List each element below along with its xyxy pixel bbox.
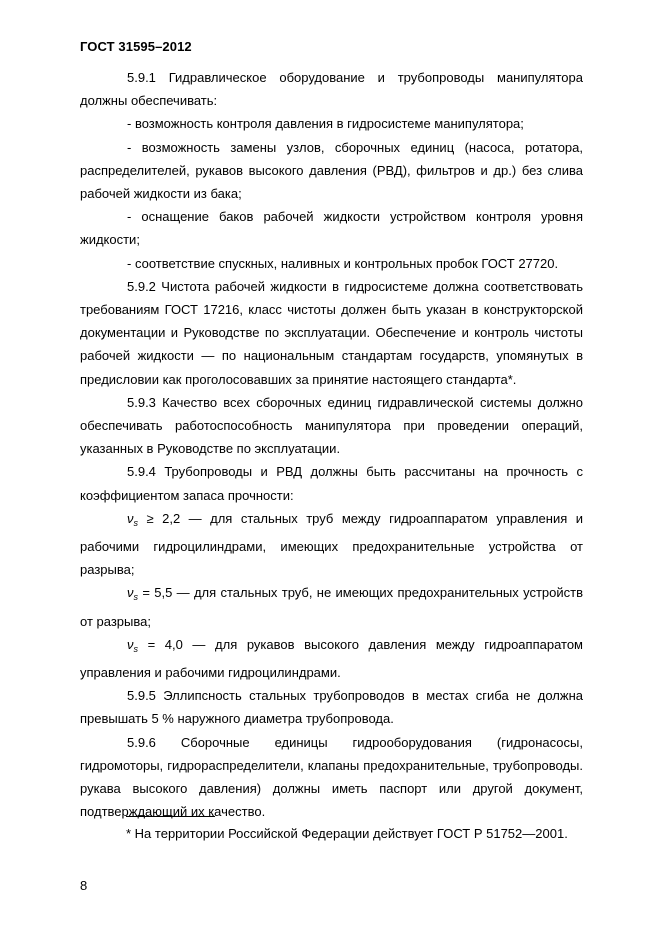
safety-factor-text: = 5,5 — для стальных труб, не имеющих предохранительных устройств от разрыва;: [80, 585, 583, 629]
list-item-level-control: - оснащение баков рабочей жидкости устройством контроля уровня жидкости;: [80, 209, 583, 248]
paragraph-5-9-2: 5.9.2 Чистота рабочей жидкости в гидросистеме должна соответствовать требованиям ГОСТ 17216, класс чистоты должен быть указан в конструкторской документации и Руководстве по эксплуатации. Обеспечение и контроль чистоты рабочей жидкости — по национальным стандартам государств, упомянутых в предисловии как проголосовавших за принятие настоящего стандарта*.: [80, 278, 583, 387]
paragraph-5-9-4: 5.9.4 Трубопроводы и РВД должны быть рассчитаны на прочность с коэффициентом запаса прочности:: [80, 464, 583, 503]
safety-factor-symbol: ν: [127, 510, 134, 526]
document-body: [80, 66, 583, 824]
footnote-separator: [126, 816, 215, 817]
safety-factor-text: = 4,0 — для рукавов высокого давления между гидроаппаратом управления и рабочими гидроцилиндрами.: [80, 636, 583, 681]
paragraph-5-9-1: 5.9.1 Гидравлическое оборудование и трубопроводы манипулятора должны обеспечивать:: [80, 70, 583, 109]
safety-factor-steel-protected: [80, 507, 583, 582]
safety-factor-text: ≥ 2,2 — для стальных труб между гидроаппаратом управления и рабочими гидроцилиндрами, имеющих предохранительные устройства от разрыва;: [80, 510, 583, 578]
safety-factor-subscript: s: [133, 517, 138, 528]
list-item-pressure-control: - возможность контроля давления в гидросистеме манипулятора;: [127, 116, 524, 132]
safety-factor-hoses: [80, 633, 583, 684]
safety-factor-symbol: ν: [127, 636, 134, 652]
safety-factor-subscript: s: [133, 643, 138, 654]
document-header: ГОСТ 31595–2012: [80, 39, 192, 54]
footnote: * На территории Российской Федерации действует ГОСТ Р 51752—2001.: [126, 826, 568, 841]
list-item-plugs: - соответствие спускных, наливных и контрольных пробок ГОСТ 27720.: [127, 255, 559, 271]
safety-factor-subscript: s: [133, 592, 138, 603]
paragraph-5-9-5: 5.9.5 Эллипсность стальных трубопроводов в местах сгиба не должна превышать 5 % наружного диаметра трубопровода.: [80, 688, 583, 727]
safety-factor-steel-unprotected: [80, 581, 583, 632]
page-number: 8: [80, 878, 88, 893]
paragraph-5-9-6: 5.9.6 Сборочные единицы гидрооборудования (гидронасосы, гидромоторы, гидрораспределители, клапаны предохранительные, трубопроводы. рукава высокого давления) должны иметь паспорт или другой документ, подтверждающий их качество.: [80, 734, 583, 820]
safety-factor-symbol: ν: [127, 585, 134, 601]
paragraph-5-9-3: 5.9.3 Качество всех сборочных единиц гидравлической системы должно обеспечивать работоспособность манипулятора при проведении операций, указанных в Руководстве по эксплуатации.: [80, 394, 583, 457]
list-item-unit-replacement: - возможность замены узлов, сборочных единиц (насоса, ротатора, распределителей, рукавов высокого давления (РВД), фильтров и др.) без слива рабочей жидкости из бака;: [80, 139, 583, 202]
